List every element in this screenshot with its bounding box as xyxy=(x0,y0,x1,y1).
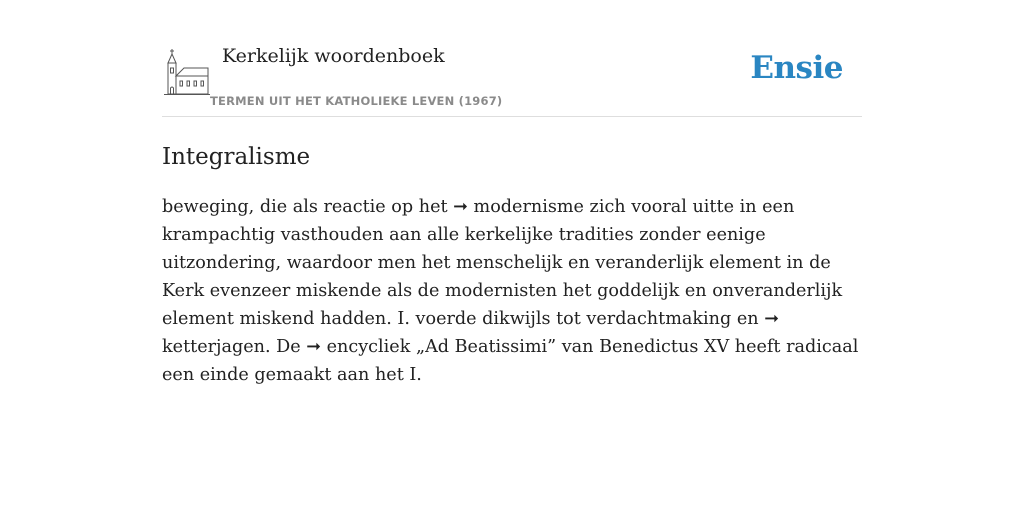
crossref-link-modernisme[interactable] xyxy=(453,197,584,217)
brand-logo[interactable]: Ensie xyxy=(750,50,843,86)
body-text: beweging, die als reactie op het xyxy=(162,197,454,217)
crossref-label: encycliek xyxy=(326,337,411,357)
site-title[interactable]: Kerkelijk woordenboek xyxy=(222,45,445,67)
crossref-label: ketterjagen xyxy=(162,337,265,357)
church-icon[interactable] xyxy=(164,48,210,96)
header xyxy=(162,0,862,117)
crossref-link-encycliek[interactable] xyxy=(306,337,410,357)
body-text: zich vooral uitte in een krampachtig vasthouden aan alle kerkelijke tradities zonder eenige uitzondering, waardoor men het menschelijk en veranderlijk element in de Kerk evenzeer miskende als de modernisten het goddelijk en onveranderlijk element miskend hadden. I. voerde dikwijls tot verdachtmaking en xyxy=(162,197,843,329)
body-text: „Ad Beatissimi” van Benedictus XV heeft radicaal een einde gemaakt aan het I. xyxy=(162,337,859,385)
entry-title: Integralisme xyxy=(162,144,311,170)
page-container xyxy=(162,0,862,389)
crossref-label: modernisme xyxy=(473,197,584,217)
entry-body xyxy=(162,193,862,389)
arrow-icon: ➞ xyxy=(306,337,322,357)
site-subtitle: TERMEN UIT HET KATHOLIEKE LEVEN (1967) xyxy=(210,94,503,108)
body-text: . De xyxy=(265,337,307,357)
arrow-icon: ➞ xyxy=(764,309,779,329)
arrow-icon: ➞ xyxy=(453,197,468,217)
